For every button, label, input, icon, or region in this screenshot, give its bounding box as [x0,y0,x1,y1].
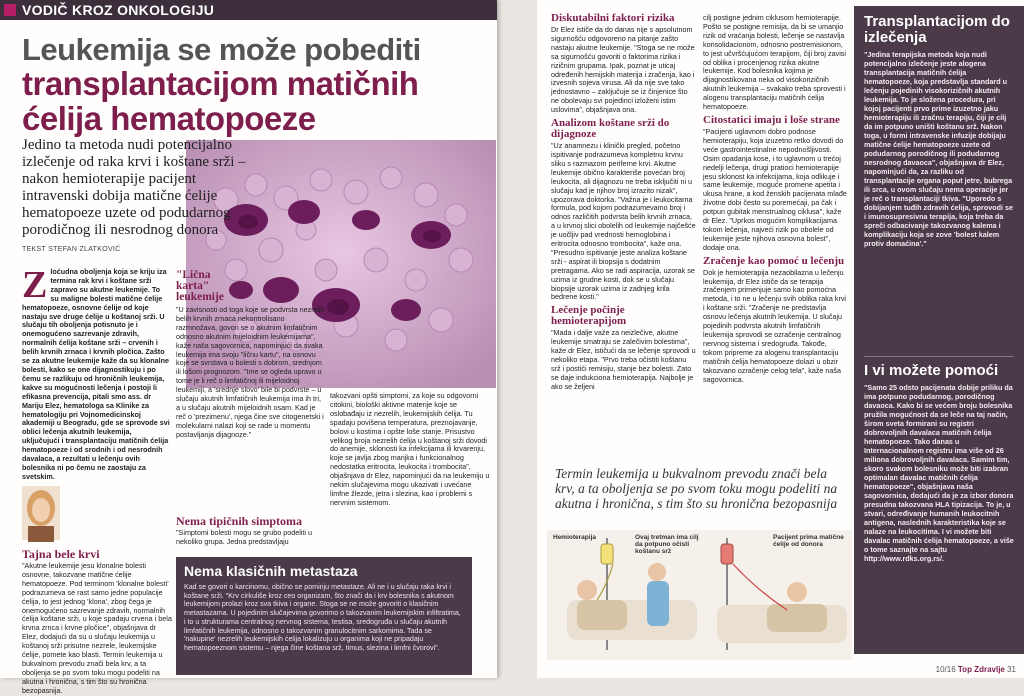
right-column-2 [703,14,848,464]
section-label: VODIČ KROZ ONKOLOGIJU [22,2,215,18]
licna-karta-text: "U zavisnosti od toga koje se podvrsta nezrelih belih krvnih zrnaca nekontrolisano razmnožava, govori se o akutnim limfatičnim odnosno akutnim mijeloidnim leukemijama", kaže naša sagovornica, napominjući da svaka leukemija ima svoju "ličnu kartu", na osnovu koje se svrstava u bolesti s dobrom, srednjom ili lošom prognozom. "Ime se ogleda upravo u tome je li reč o limfatičnoj ili mijeloidnoj leukemiji, a 'srednje slovo' bile bi podvrste – u slučaju akutnih limfatičnih leukemija ima ih tri, a u slučaju akutnih mijeloidnih osam. Kad je reč o 'prezimenu', njega čine sve citogenetski i molekularni nalazi koji se rade u momentu postavljanja dijagnoze." [176,305,325,439]
subhead-licna-karta: "Lična karta" leukemije [176,269,224,303]
footer-magazine: Top Zdravlje [957,665,1005,674]
zracenje-text: Dok je hemioterapija nezaobilazna u lečenju leukemija, dr Elez ističe da se terapija zračenjem primenjuje samo kao pomoćna metoda, i to ne u lečenju svih oblika raka krvi i koštane srži. "Zračenje ne predstavlja osnovu lečenja akutnih leukemija. U slučaju pojedinih podvrsta akutnih limfatičnih leukemija sprovodi se ozračenje centralnog nervnog sistema i sredogruđa. Takođe, tokom pripreme za alogenu transplantaciju matičnih ćelija hematopoeze dolazi u obzir takozvano ozračenje celog tela", kaže naša sagovornica. [703,267,847,384]
drop-cap: Z [22,264,48,306]
label-tretman: Ovaj tretman ima cilj da potpuno očisti koštanu srž [635,534,699,555]
headline-line-3: ćelija hematopoeze [22,100,316,137]
label-pacijent: Pacijent prima matične ćelije od donora [773,534,844,548]
section-square-icon [4,4,16,16]
treatment-illustration [547,530,852,660]
section-header [0,0,497,20]
analizom-text: "Uz anamnezu i klinički pregled, početno ispitivanje podrazumeva kompletnu krvnu sliku s razmazom periferne krvi. Akutne leukemije obično karakteriše povećan broj leukocita, ali dijagnozu ne treba isključiti ni u slučaju kad je njihov broj izrazito nizak", upozorava doktorka. "Važna je i leukocitarna formula, pod kojom podrazumevamo broj i odnos različitih podvrsta belih krvnih zrnaca, a u krvnoj slici obolelih od leukemije najčešće je uočljiv pad vrednosti hemoglobina i eritrocita odnosno trombocita", kaže ona. "Presudno ispitivanje jeste analiza koštane srži - aspirat ili biopsija s dodatnim pretragama. Ako se radi aspiracija, uzorak se uzima iz grudne kosti, dok se u slučaju biopsije uzorak uzima iz zadnjeg krila bedrene kosti." [551,141,696,302]
subhead-lecenje: Lečenje počinje hemioterapijom [551,304,627,328]
metastasis-text: Kad se govori o karcinomu, obično se pominju metastaze. Ali ne i u slučaju raka krvi i koštane srži. "Krv cirkuliše kroz ceo organizam, što znači da i krv bolesnika s akutnom leukemijom prolazi kroz sva tkiva i organe. Stoga se ne može govoriti o klasičnim metastazama. U pojedinim slučajevima govorimo o takozvanim leukemijskim infiltratima, i to u strukturama centralnog nervnog sistema, testisa, sredogruđa u slučaju akutnih limfatičnih leukemija, odnosno o takozvanim granulocitnim sarkomima. Tada se 'nakupine' nezrelih leukemijskih ćelija lokalizuju u organima koji ne pripadaju hematopoeznom sistemu – njega čine koštana srž, timus, slezina i limfni čvorovi". [184,583,461,652]
page-footer [936,665,1016,674]
symptoms-text: takozvani opšti simptomi, za koje su odgovorni citokini, biološki aktivne materije koje se oslobađaju iz nezrelih, leukemijskih ćelija. Tu spadaju povišena temperatura, preznojavanje, bolovi u kostima i opšte loše stanje. Prisustvo velikog broja nezrelih ćelija u koštanoj srži dovodi do anemije, sklonosti ka infekcijama ili krvarenju, koje se javlja zbog manjka i funkcionalnog nedostatka eritrocita, leukocita i trombocita", objašnjava dr Elez, napominjući da na leukemiju u nekim slučajevima mogu ukazivati i uvećane limfne žlezde, jetra i slezina, kao i problemi s nervnim sistemom. [330,391,490,507]
right-column-1 [551,10,696,465]
footer-page-number: 31 [1007,665,1016,674]
sidebar-vi-text: "Samo 25 odsto pacijenata dobije priliku da ima potpuno podudarnog, porodičnog davaoca. Kako bi se većem broju bolesnika pružila mogućnost da se leče na taj način, širom sveta formirani su registri dobrovoljnih davalaca matičnih ćelija hematopoeze. Tako danas u Internacionalnom registru ima više od 26 miliona dobrovoljnih davalaca. Samim tim, skoro svakom bolesniku može biti izabran optimalan davalac matičnih ćelija hematopoeze", objašnjava naša sagovornica, dodajući da je za izbor donora presudna takozvana HLA tipizacija. To je, u stvari, određivanje humanih leukocitnih antigena, naslednih karakteristika koje se nalaze na leukocitima. I vi možete biti davalac matičnih ćelija hematopoeze, a više o tome saznajte na sajtu http://www.rdks.org.rs/. [864,383,1014,563]
headline-line-1: Leukemija se može pobediti [22,32,421,67]
article-deck: Jedino ta metoda nudi potencijalno izlečenje od raka krvi i koštane srži – nakon hemioterapije pacijent intravenski dobija matične ćelije hematopoeze uzete od podudarnog porodičnog ili nesrodnog donora [22,137,246,238]
sidebar-box [854,6,1024,654]
headline-line-2: transplantacijom matičnih [22,65,419,102]
intro-text: loćudna oboljenja koja se kriju iza termina rak krvi i koštane srži zapravo su akutne leukemije. To su maligne bolesti matične ćelije hematopoeze, osnovne ćelije od koje nastaju sve druge ćelije u koštanoj srži. U slučaju tih oboljenja potisnuto je i onemogućeno sazrevanje zdravih, normalnih ćelija koštane srži – crvenih i belih krvnih zrnaca i krvnih pločica. Zašto se za akutne leukemije kaže da su klonalne bolesti, kako se one dijagnostikuju i po čemu se razlikuju od hroničnih leukemija, kakve su mogućnosti lečenja i postoji li efikasna prevencija, pitali smo ass. dr Mariju Elez, hematologa sa Klinike za hematologiju pri Vojnomedicinskoj akademiji u Beogradu, gde se sprovode svi oblici lečenja akutnih leukemija, uključujući i transplantaciju matičnih ćelija hematopoeze i od srodnih i od nesrodnih davalaca, a rezultati u lečenju ovih bolesnika ni po čemu ne zaostaju za svetskim. [22,267,170,481]
nema-simptoma-text: "Simptomi bolesti mogu se grubo podeliti u nekoliko grupa. Jedna predstavljaju [176,528,312,546]
subhead-citostatici: Citostatici imaju i loše strane [703,113,840,126]
subhead-analizom: Analizom koštane srži do dijagnoze [551,117,670,141]
doctor-portrait [22,486,60,540]
remisija-text: cilj postigne jednim ciklusom hemioterapije. Pošto se postigne remisija, da bi se umanjio rizik od vraćanja bolesti, lečenje se nastavlja konsolidacionom, odnosno postremisionom, to jest učvršćujućom terapijom, čiji broj zavisi od oblika i procenjenog rizika akutne leukemije. Kod bolesnika kojima je dijagnostikovana neka od visokorizičnih akutnih leukemija – svakako treba sprovesti i alogenu transplantaciju matičnih ćelija hematopoeze. [703,13,846,112]
left-page [0,0,497,695]
sidebar-transplant-title: Transplantacijom do izlečenja [864,13,1010,46]
byline: TEKST STEFAN ZLATKOVIĆ [22,246,121,253]
tajna-text: "Akutne leukemije jesu klonalne bolesti osnovne, takozvane matične ćelije hematopoeze. Pod terminom 'klonalne bolesti' podrazumeva se rast samo jedne populacije ćelija, to jest jednog 'klona', zbog čega je onemogućeno sazrevanje zdravih, normalnih ćelija koštane srži, u koje spadaju crvena i bela krvna zrnca i krvne pločice", objašnjava dr Elez, dodajući da su u slučaju leukemija u koštanoj srži prisutne nezrele, leukemijske ćelije, pomete kao blasti. Termin leukemija u bukvalnom prevodu znači bela krv, a ta oboljenja se po svom toku mogu podeliti na akutna i hronična, s tim što su hronična bezopasnija. [22,561,172,695]
intro-column [22,264,170,481]
subhead-diskutabilni: Diskutabilni faktori rizika [551,12,675,24]
right-page [537,0,1024,678]
metastasis-box [176,557,472,675]
footer-issue: 10/16 [935,665,956,674]
article-headline [22,34,492,135]
sidebar-transplant-text: "Jedina terapijska metoda koja nudi potencijalno izlečenje jeste alogena transplantacija matičnih ćelija hematopoeze, koja predstavlja standard u lečenju pojedinih visokorizičnih akutnih leukemija. To je složena procedura, pri kojoj pacijenti prvo prime izuzetno jaku hemioterapiju ili zračnu terapiju, čiji je cilj da im potpuno uništi koštanu srž. Nakon toga, u formi intravenske infuzije dobijaju matične ćelije hematopoeze uzete od podudarnog porodičnog ili podudarnog nesrodnog davaoca", objašnjava dr Elez, napominjući da, za razliku od transplantacije organa poput jetre, bubrega ili srca, u ovom slučaju nema operacije jer je reč o transplantaciji tkiva. "Uporedo s dobijanjem tuđih zdravih ćelija, sprovodi se i imunosupresivna terapija, koja treba da spreči odbacivanje takozvanog kalema i komplikaciju koja se zove 'bolest kalem protiv domaćina'." [864,50,1013,248]
subhead-nema-simptoma: Nema tipičnih simptoma [176,514,302,528]
lecenje-text: "Mada i dalje važe za neizlečive, akutne leukemije smatraju se zalečivim bolestima", kaže dr Elez, ističući da se lečenje sprovodi u nekoliko etapa. "Prvo treba očistiti koštanu srž i postići remisiju, stanje bez bolesti. Zato se daje indukciona hemioterapija. Najbolje je ako se željeni [551,328,696,391]
diskutabilni-text: Dr Elez ističe da do danas nije s apsolutnom sigurnošću odgovoreno na pitanje zašto nastaju akutne leukemije. "Stoga se ne može sa sigurnošću govoriti o faktorima rizika i rizičnim grupama. Ipak, poznat je uticaj određenih hemijskih materija i zračenja, kao i izvesnih sojeva virusa. Ali da nije sve tako jednostavno – zaključuje se iz činjenice što ne obolevaju svi pojedinci izloženi istim uslovima", objašnjava ona. [551,25,695,115]
sidebar-divider [864,356,1014,357]
citostatici-text: "Pacijenti uglavnom dobro podnose hemioterapiju, koja izuzetno retko dovodi do veće gastrointestinalne nepodnošljivosti. Osim opadanja kose, i to uglavnom u trećoj nedelji lečenja, drugi pratioci hemioterapije jesu sklonost ka infekcijama, koja odlikuje i same leukemije, moguće promene apetita i ukusa hrane, a kod ženskih pacijenata mlađe životne dobi često su poremećaji, pa čak i potpun gubitak menstrualnog ciklusa", kaže dr Elez. "Uprkos mogućim komplikacijama tokom lečenja, najveći rizik po obolele od leukemije jeste njihova osnovna bolest", dodaje ona. [703,126,847,252]
label-hemioterapija: Hemioterapija [553,534,596,541]
metastasis-title: Nema klasičnih metastaza [184,563,358,579]
pull-quote: Termin leukemija u bukvalnom prevodu znači bela krv, a ta oboljenja se po svom toku mogu podeliti na akutna i hronična, s tim što su hronična bezopasnija [555,466,838,511]
subhead-zracenje: Zračenje kao pomoć u lečenju [703,254,845,267]
sidebar-vi-title: I vi možete pomoći [864,362,999,379]
subhead-tajna: Tajna bele krvi [22,547,100,561]
